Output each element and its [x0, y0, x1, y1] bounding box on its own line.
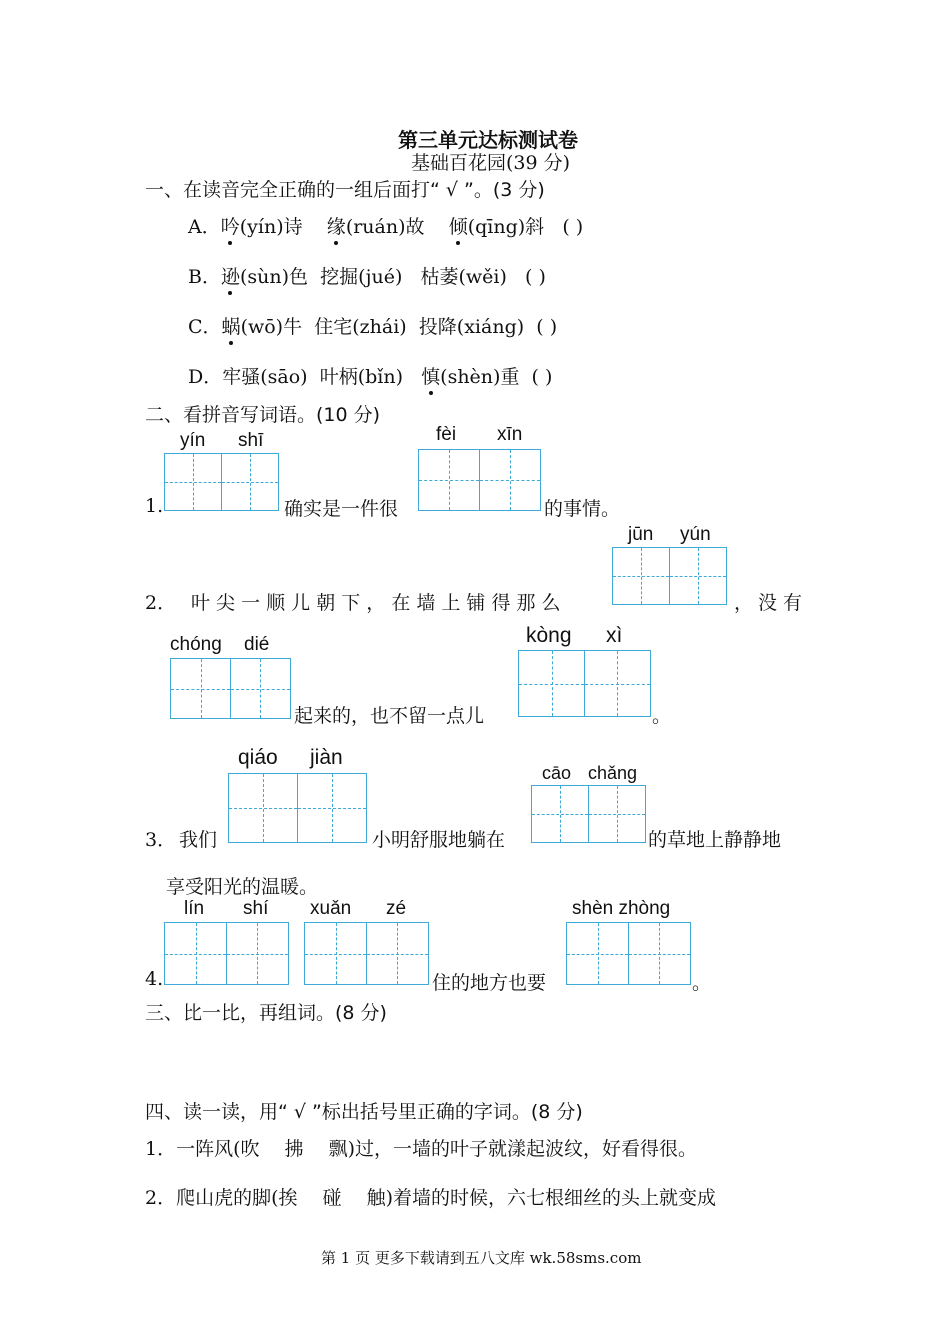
- pinyin: shí: [243, 898, 269, 919]
- sentence-number: 3．: [145, 829, 177, 851]
- pinyin: yín: [180, 430, 206, 451]
- char-grid[interactable]: [612, 547, 727, 605]
- sentence-text: 。: [692, 972, 712, 994]
- answer-blank[interactable]: ( ): [531, 366, 553, 388]
- pinyin: xīn: [497, 424, 523, 445]
- sentence-text: 。: [652, 705, 672, 727]
- q1-option-a: A．吟(yín)诗 缘(ruán)故 倾(qīng)斜 ( ): [188, 216, 584, 238]
- char-grid[interactable]: [164, 922, 289, 985]
- sentence-text: ，: [734, 592, 754, 614]
- char-grid[interactable]: [170, 658, 291, 719]
- sentence-number: 4.: [145, 968, 164, 990]
- sentence-number: 1.: [145, 495, 164, 517]
- q1-option-c: C．蜗(wō)牛 住宅(zhái) 投降(xiáng) ( ): [188, 316, 558, 338]
- pinyin: dié: [244, 634, 270, 655]
- pinyin: shèn zhòng: [572, 898, 671, 919]
- sentence-text: 起来的，也不留一点儿: [294, 705, 485, 727]
- pinyin: chǎng: [588, 763, 638, 783]
- char-grid[interactable]: [566, 922, 691, 985]
- pinyin: qiáo: [238, 746, 278, 769]
- q1-option-b: B．逊(sùn)色 挖掘(jué) 枯萎(wěi) ( ): [188, 266, 546, 288]
- pinyin: chóng: [170, 634, 222, 655]
- pinyin: lín: [184, 898, 205, 919]
- pinyin: yún: [680, 524, 711, 545]
- pinyin: jiàn: [310, 746, 343, 769]
- pinyin: jūn: [628, 524, 654, 545]
- char-grid[interactable]: [304, 922, 429, 985]
- q4-heading: 四、读一读，用“ √ ”标出括号里正确的字词。(8 分): [145, 1101, 583, 1123]
- q3-heading: 三、比一比，再组词。(8 分): [145, 1002, 387, 1024]
- sentence-text: 叶 尖 一 顺 儿 朝 下 ， 在 墙 上 铺 得 那 么: [191, 592, 561, 614]
- sentence-text: 的草地上静静地: [648, 829, 782, 851]
- pinyin: cāo: [542, 763, 572, 783]
- answer-blank[interactable]: ( ): [536, 316, 558, 338]
- q1-option-d: D．牢骚(sāo) 叶柄(bǐn) 慎(shèn)重 ( ): [188, 366, 553, 388]
- q1-heading: 一、在读音完全正确的一组后面打“ √ ”。(3 分): [145, 179, 545, 201]
- pinyin: xì: [606, 624, 623, 647]
- sentence-text: 小明舒服地躺在: [372, 829, 506, 851]
- answer-blank[interactable]: ( ): [525, 266, 546, 288]
- sentence-text: 住的地方也要: [432, 972, 547, 994]
- sentence-text: 确实是一件很: [284, 498, 399, 520]
- q4-line-2: 2．爬山虎的脚(挨 碰 触)着墙的时候，六七根细丝的头上就变成: [145, 1187, 716, 1209]
- sentence-text: 享受阳光的温暖。: [166, 876, 319, 898]
- sentence-text: 我们: [179, 829, 218, 851]
- char-grid[interactable]: [531, 785, 646, 843]
- sentence-text: 没 有: [758, 592, 803, 614]
- answer-blank[interactable]: ( ): [562, 216, 584, 238]
- sentence-number: 2．: [145, 592, 177, 614]
- page-footer: 第 1 页 更多下载请到五八文库 wk.58sms.com: [321, 1249, 642, 1267]
- q4-line-1: 1．一阵风(吹 拂 飘)过，一墙的叶子就漾起波纹，好看得很。: [145, 1138, 697, 1160]
- pinyin: xuǎn: [310, 898, 352, 919]
- section-subtitle: 基础百花园(39 分): [411, 152, 571, 174]
- page-title: 第三单元达标测试卷: [398, 128, 578, 152]
- pinyin: zé: [386, 898, 407, 919]
- char-grid[interactable]: [164, 453, 279, 511]
- char-grid[interactable]: [518, 650, 651, 717]
- char-grid[interactable]: [228, 773, 367, 843]
- char-grid[interactable]: [418, 449, 541, 511]
- sentence-text: 的事情。: [544, 498, 621, 520]
- pinyin: shī: [238, 430, 264, 451]
- q2-heading: 二、看拼音写词语。(10 分): [145, 404, 381, 426]
- pinyin: kòng: [526, 624, 572, 647]
- pinyin: fèi: [436, 424, 457, 445]
